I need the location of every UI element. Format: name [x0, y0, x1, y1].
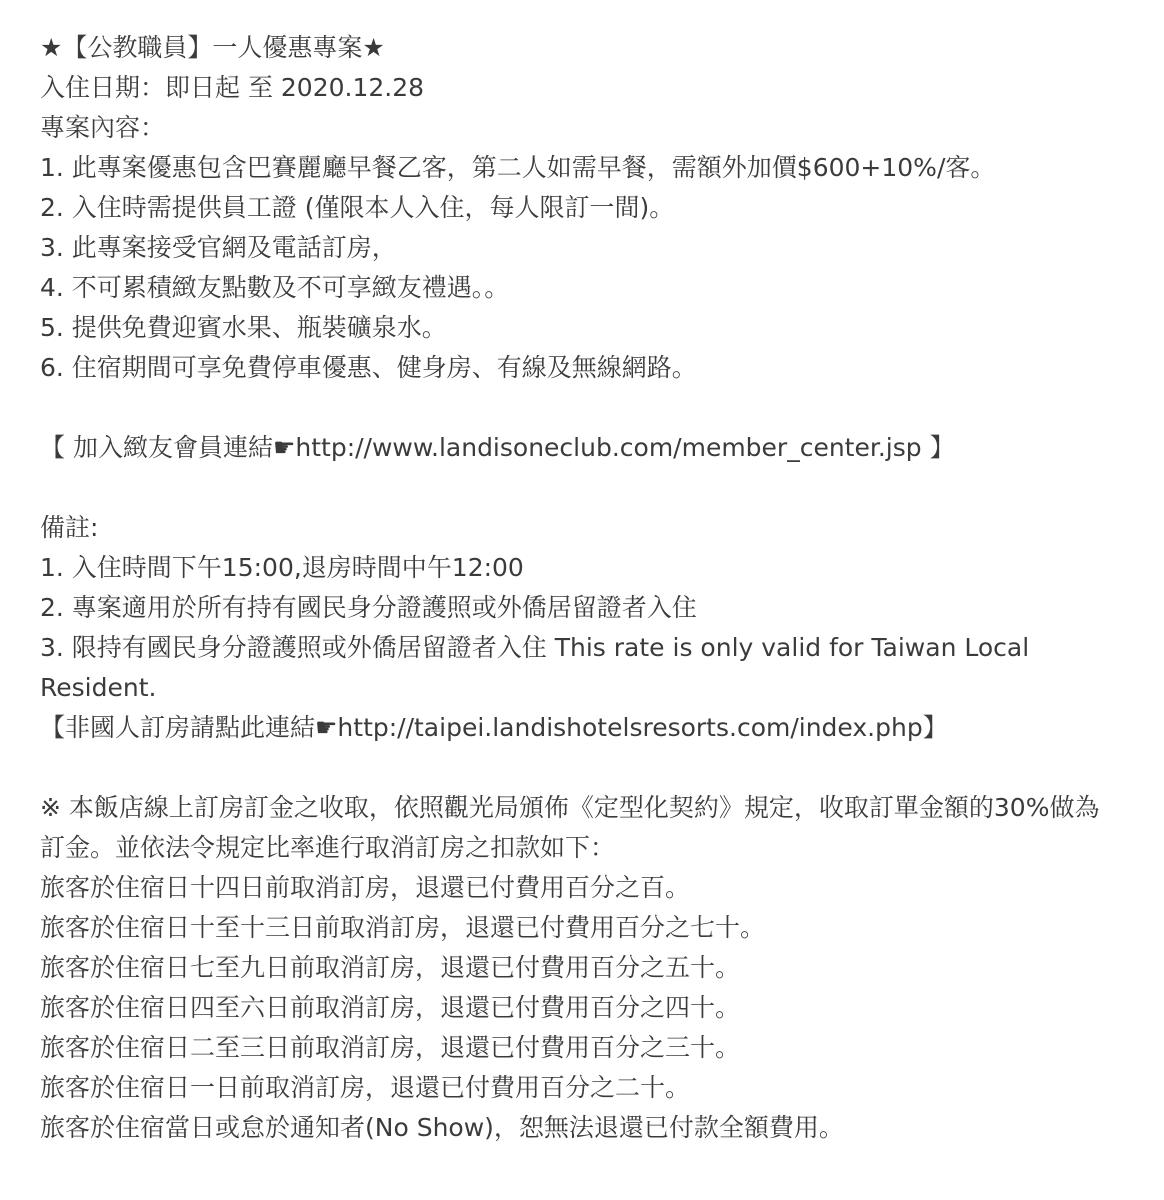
checkin-period: 入住日期：即日起 至 2020.12.28	[40, 73, 425, 102]
content-heading: 專案內容：	[40, 113, 166, 142]
member-link-line	[40, 428, 1124, 468]
spacer	[40, 388, 1124, 428]
plan-title: ★【公教職員】一人優惠專案★	[40, 33, 385, 62]
note-item: 3. 限持有國民身分證護照或外僑居留證者入住 This rate is only valid for Taiwan Local Resident.	[40, 633, 1030, 702]
content-item: 3. 此專案接受官網及電話訂房，	[40, 233, 397, 262]
cancellation-rule: 旅客於住宿日七至九日前取消訂房，退還已付費用百分之五十。	[40, 953, 741, 982]
member-center-link[interactable]: http://www.landisoneclub.com/member_center.jsp	[295, 433, 922, 462]
foreign-booking-link[interactable]: http://taipei.landishotelsresorts.com/index.php	[337, 713, 923, 742]
member-link-prefix: 【 加入緻友會員連結☛	[40, 433, 296, 462]
note-item: 2. 專案適用於所有持有國民身分證護照或外僑居留證者入住	[40, 593, 697, 622]
deposit-notice: ※ 本飯店線上訂房訂金之收取，依照觀光局頒佈《定型化契約》規定，收取訂單金額的30%做為訂金。並依法令規定比率進行取消訂房之扣款如下：	[40, 793, 1100, 862]
notes-heading: 備註:	[40, 513, 99, 542]
content-item: 2. 入住時需提供員工證 (僅限本人入住，每人限訂一間)。	[40, 193, 675, 222]
foreign-link-prefix: 【非國人訂房請點此連結☛	[40, 713, 338, 742]
foreign-link-suffix: 】	[922, 713, 948, 742]
content-item: 4. 不可累積緻友點數及不可享緻友禮遇。。	[40, 273, 510, 302]
content-item: 5. 提供免費迎賓水果、瓶裝礦泉水。	[40, 313, 447, 342]
spacer	[40, 468, 1124, 508]
cancellation-rule: 旅客於住宿當日或怠於通知者(No Show)，恕無法退還已付款全額費用。	[40, 1113, 844, 1142]
cancellation-rule: 旅客於住宿日二至三日前取消訂房，退還已付費用百分之三十。	[40, 1033, 741, 1062]
member-link-suffix: 】	[921, 433, 955, 462]
cancellation-rule: 旅客於住宿日十四日前取消訂房，退還已付費用百分之百。	[40, 873, 691, 902]
cancellation-rules	[40, 868, 1124, 1148]
cancellation-rule: 旅客於住宿日十至十三日前取消訂房，退還已付費用百分之七十。	[40, 913, 766, 942]
spacer	[40, 748, 1124, 788]
notes-list	[40, 548, 1124, 708]
content-item: 1. 此專案優惠包含巴賽麗廳早餐乙客，第二人如需早餐，需額外加價$600+10%/客。	[40, 153, 996, 182]
content-list	[40, 148, 1124, 388]
note-item: 1. 入住時間下午15:00,退房時間中午12:00	[40, 553, 524, 582]
content-item: 6. 住宿期間可享免費停車優惠、健身房、有線及無線網路。	[40, 353, 697, 382]
cancellation-rule: 旅客於住宿日一日前取消訂房，退還已付費用百分之二十。	[40, 1073, 691, 1102]
cancellation-rule: 旅客於住宿日四至六日前取消訂房，退還已付費用百分之四十。	[40, 993, 741, 1022]
foreign-link-line	[40, 708, 1124, 748]
